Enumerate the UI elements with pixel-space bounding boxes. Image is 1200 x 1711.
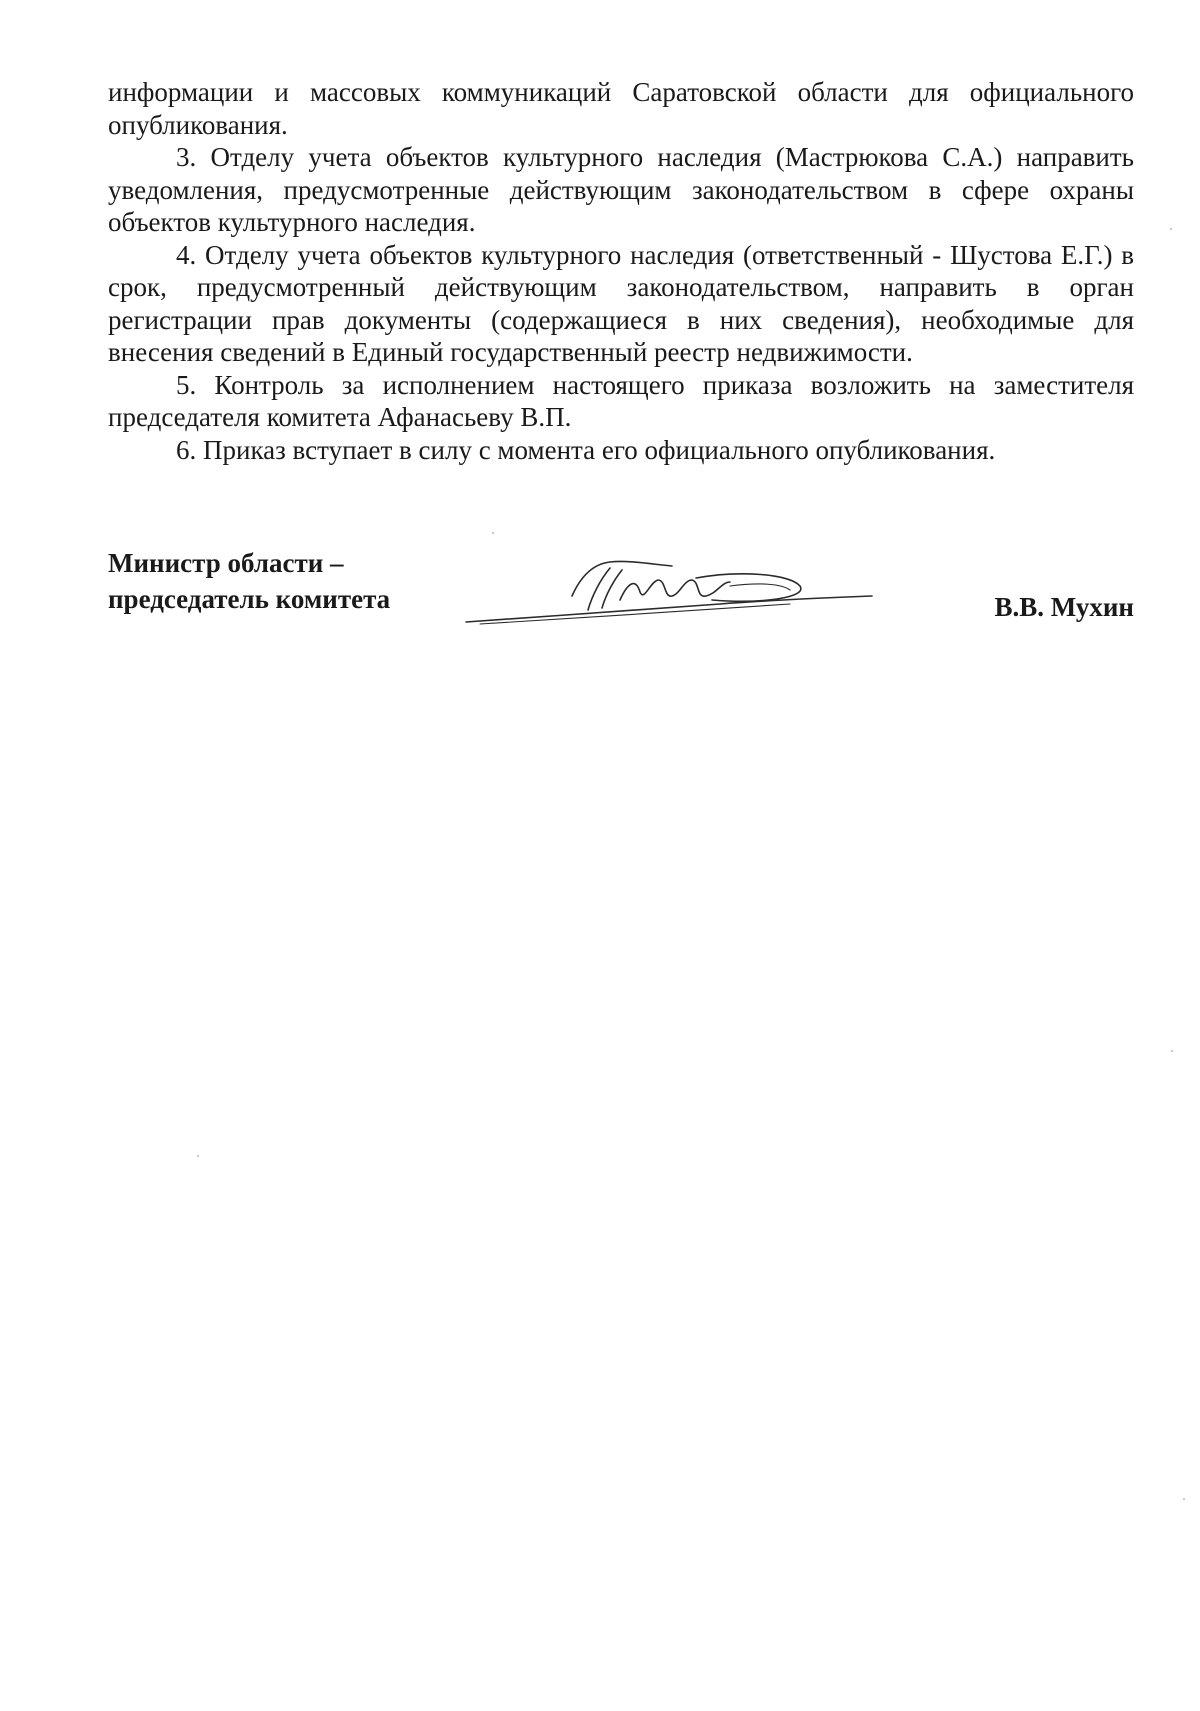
signatory-title-line-2: председатель комитета [108, 584, 391, 614]
paragraph-item-4: 4. Отделу учета объектов культурного наследия (ответственный - Шустова Е.Г.) в срок, предусмотренный действующим законодательством, направить в орган регистрации прав документы (содержащиеся в них сведения), необходимые для внесения сведений в Единый государственный реестр недвижимости. [108, 239, 1134, 367]
scan-speck [1170, 228, 1172, 230]
scan-speck [197, 1155, 199, 1157]
scan-speck [492, 532, 494, 534]
paragraph-item-5: 5. Контроль за исполнением настоящего приказа возложить на заместителя председателя комитета Афанасьеву В.П. [108, 369, 1134, 432]
scan-speck [1171, 1050, 1173, 1052]
handwritten-signature [460, 552, 880, 632]
paragraph-item-3: 3. Отделу учета объектов культурного наследия (Мастрюкова С.А.) направить уведомления, предусмотренные действующим законодательством в сфере охраны объектов культурного наследия. [108, 142, 1134, 237]
signatory-title-line-1: Министр области – [108, 548, 344, 578]
signatory-name: В.В. Мухин [994, 592, 1134, 622]
scan-speck [1183, 1498, 1185, 1500]
paragraph-continuation: информации и массовых коммуникаций Саратовской области для официального опубликования. [108, 77, 1134, 140]
signatory-title [108, 545, 390, 617]
document-body [108, 76, 1134, 466]
paragraph-item-6: 6. Приказ вступает в силу с момента его официального опубликования. [176, 434, 996, 465]
